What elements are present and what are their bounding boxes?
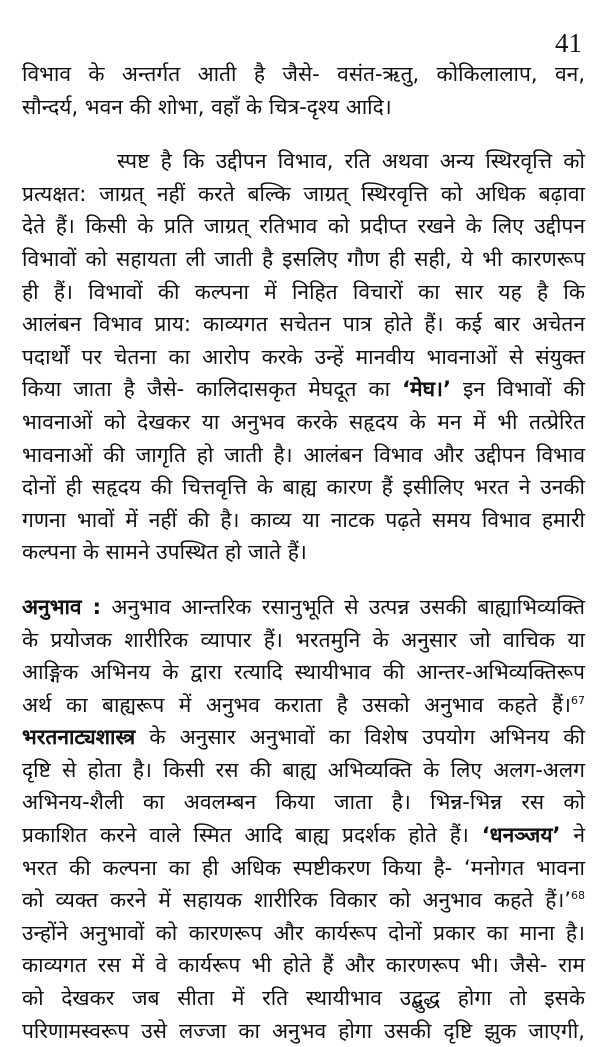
- text-line: [22, 406, 585, 439]
- text-span: प्रत्यक्षत: जाग्रत् नहीं करते बल्कि जाग्रत् स्थिरवृत्ति को अधिक बढ़ावा: [22, 181, 585, 206]
- text-span: सौन्दर्य, भवन की शोभा, वहाँ के चित्र-दृश्य आदि।: [22, 94, 392, 119]
- footnote-ref: 67: [571, 693, 585, 707]
- text-line: [22, 373, 585, 406]
- text-line: [22, 982, 585, 1015]
- text-line: [22, 145, 585, 178]
- text-span: आङ्गिक अभिनय के द्वारा रत्यादि स्थायीभाव की आन्तर-अभिव्यक्तिरूप: [22, 660, 585, 685]
- text-line: [22, 58, 585, 91]
- text-line: [22, 721, 585, 754]
- text-span: ही हैं। विभावों की कल्पना में निहित विचारों का सार यह है कि: [22, 279, 585, 304]
- bold-term: ‘मेघ।’: [402, 377, 451, 402]
- text-line: [22, 754, 585, 787]
- text-span: ने: [560, 823, 585, 848]
- text-span: विभाव के अन्तर्गत आती है जैसे- वसंत-ऋतु, कोकिलालाप, वन,: [22, 62, 585, 86]
- text-span: इन विभावों की: [450, 377, 585, 402]
- text-line: [22, 439, 585, 472]
- text-span: गणना भावों में नहीं की है। काव्य या नाटक पढ़ते समय विभाव हमारी: [22, 507, 585, 532]
- text-span: अनुभाव आन्तरिक रसानुभूति से उत्पन्न उसकी बाह्याभिव्यक्ति: [101, 594, 585, 619]
- footnote-ref: 68: [571, 889, 585, 903]
- text-line: [22, 178, 585, 211]
- text-span: कल्पना के सामने उपस्थित हो जाते हैं।: [22, 540, 307, 565]
- text-span: उन्होंने अनुभावों को कारणरूप और कार्यरूप दोनों प्रकार का माना है।: [22, 920, 585, 945]
- text-span: को देखकर जब सीता में रति स्थायीभाव उद्बुद्ध होगा तो इसके: [22, 986, 585, 1011]
- text-span: पदार्थों पर चेतना का आरोप करके उन्हें मानवीय भावनाओं से संयुक्त: [22, 344, 585, 369]
- text-span: काव्यगत रस में वे कार्यरूप भी होते हैं और कारणरूप भी। जैसे- राम: [22, 953, 585, 978]
- page-number: 41: [555, 28, 582, 58]
- text-line: [22, 819, 585, 852]
- text-line: [22, 852, 585, 885]
- text-span: अभिनय-शैली का अवलम्बन किया जाता है। भिन्न-भिन्न रस को: [22, 790, 585, 815]
- text-span: के अनुसार अनुभावों का विशेष उपयोग अभिनय की: [135, 725, 585, 750]
- text-span: प्रकाशित करने वाले स्मित आदि बाह्य प्रदर्शक होते हैं।: [22, 823, 482, 848]
- bold-term: भरतनाट्यशास्त्र: [22, 725, 136, 750]
- text-span: स्पष्ट है कि उद्दीपन विभाव, रति अथवा अन्य स्थिरवृत्ति को: [117, 149, 585, 174]
- text-span: देते हैं। किसी के प्रति जाग्रत् रतिभाव को प्रदीप्त रखने के लिए उद्दीपन: [22, 214, 585, 239]
- text-span: के प्रयोजक शारीरिक व्यापार हैं। भरतमुनि के अनुसार जो वाचिक या: [22, 627, 585, 652]
- text-line: [22, 243, 585, 276]
- text-span: को व्यक्त करने में सहायक शारीरिक विकार को अनुभाव कहते हैं।’: [22, 888, 571, 913]
- text-span: किया जाता है जैसे- कालिदासकृत मेघदूत का: [22, 377, 403, 402]
- text-line: [22, 504, 585, 537]
- body-text: [22, 58, 585, 1047]
- text-line: [22, 91, 585, 124]
- text-span: भरत की कल्पना का ही अधिक स्पष्टीकरण किया है- ‘मनोगत भावना: [22, 855, 585, 880]
- bold-term: अनुभाव :: [22, 594, 102, 619]
- text-line: [22, 591, 585, 624]
- text-line: [22, 276, 585, 309]
- text-span: आलंबन विभाव प्राय: काव्यगत सचेतन पात्र होते हैं। कई बार अचेतन: [22, 312, 585, 337]
- bold-term: ‘धनञ्जय’: [481, 823, 561, 848]
- text-line: [22, 624, 585, 657]
- text-line: [22, 786, 585, 819]
- text-span: परिणामस्वरूप उसे लज्जा का अनुभव होगा उसकी दृष्टि झुक जाएगी,: [22, 1018, 585, 1043]
- text-line: [22, 917, 585, 950]
- text-line: [22, 884, 585, 917]
- text-line: [22, 308, 585, 341]
- text-span: विभावों को सहायता ली जाती है इसलिए गौण ही सही, ये भी कारणरूप: [22, 246, 585, 271]
- text-line: [22, 341, 585, 374]
- text-line: [22, 1015, 585, 1047]
- text-line: [22, 949, 585, 982]
- text-span: भावनाओं की जागृति हो जाती है। आलंबन विभाव और उद्दीपन विभाव: [22, 442, 585, 467]
- text-span: अर्थ का बाह्यरूप में अनुभव कराता है उसको अनुभाव कहते हैं।: [22, 692, 571, 717]
- text-line: [22, 536, 585, 569]
- text-line: [22, 689, 585, 722]
- text-line: [22, 656, 585, 689]
- text-line: [22, 210, 585, 243]
- text-span: दृष्टि से होता है। किसी रस की बाह्य अभिव्यक्ति के लिए अलग-अलग: [22, 757, 585, 782]
- text-span: दोनों ही सहृदय की चित्तवृत्ति के बाह्य कारण हैं इसीलिए भरत ने उनकी: [22, 475, 585, 500]
- text-line: [22, 471, 585, 504]
- text-span: भावनाओं को देखकर या अनुभव करके सहृदय के मन में भी तत्प्रेरित: [22, 409, 585, 434]
